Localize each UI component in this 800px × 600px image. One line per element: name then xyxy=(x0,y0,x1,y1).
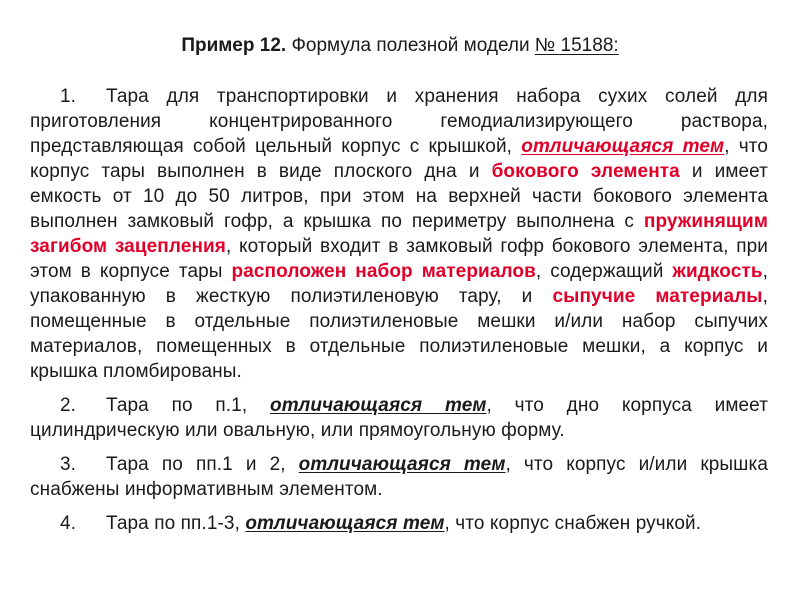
claim-4 xyxy=(30,511,768,536)
claim-text: , что корпус тары выполнен в виде плоского дна и xyxy=(30,136,769,182)
claims-body xyxy=(30,84,768,545)
claim-number: 2. xyxy=(60,395,77,416)
claim-text: и имеет емкость от 10 до 50 литров, при этом на верхней части бокового элемента выполнен замковый гофр, а крышка по периметру выполнена с xyxy=(30,161,768,232)
claim-text: Тара для транспортировки и хранения набора сухих солей для приготовления концентрированного гемодиализирующего раствора, представляющая собой цельный корпус с крышкой, xyxy=(30,86,768,157)
claim-text: , содержащий xyxy=(535,261,673,282)
claim-text: Тара по пп.1 и 2, xyxy=(106,454,299,475)
distinguishing-phrase: отличающаяся тем xyxy=(298,454,506,475)
claim-text: Тара по п.1, xyxy=(106,395,270,416)
title-text: Формула полезной модели xyxy=(286,35,535,56)
claim-3 xyxy=(30,452,768,502)
claim-2 xyxy=(30,393,768,443)
claim-text: , помещенные в отдельные полиэтиленовые мешки и/или набор сыпучих материалов, помещенных в отдельные полиэтиленовые мешки, а корпус и крышка пломбированы. xyxy=(30,286,768,382)
claim-text: Тара по пп.1-3, xyxy=(106,513,246,534)
claim-text: , что корпус снабжен ручкой. xyxy=(444,513,702,534)
highlighted-term: сыпучие материалы xyxy=(552,286,763,307)
claim-text: , упакованную в жесткую полиэтиленовую тару, и xyxy=(30,261,768,307)
highlighted-term: пружинящим загибом зацепления xyxy=(30,211,768,257)
highlighted-term: расположен набор материалов xyxy=(231,261,536,282)
highlighted-term: бокового элемента xyxy=(491,161,680,182)
claim-number: 1. xyxy=(60,86,77,107)
claim-text: , который входит в замковый гофр бокового элемента, при этом в корпусе тары xyxy=(30,236,768,282)
distinguishing-phrase: отличающаяся тем xyxy=(269,395,487,416)
claim-number: 3. xyxy=(60,454,77,475)
distinguishing-phrase: отличающаяся тем xyxy=(521,136,725,157)
patent-number: № 15188: xyxy=(534,35,619,56)
example-label: Пример 12. xyxy=(181,35,287,56)
slide-title xyxy=(0,32,800,60)
claim-number: 4. xyxy=(60,513,77,534)
claim-text: , что корпус и/или крышка снабжены информативным элементом. xyxy=(30,454,768,500)
claim-1 xyxy=(30,84,768,384)
claim-text: , что дно корпуса имеет цилиндрическую или овальную, или прямоугольную форму. xyxy=(30,395,769,441)
highlighted-term: жидкость xyxy=(672,261,763,282)
distinguishing-phrase: отличающаяся тем xyxy=(245,513,445,534)
